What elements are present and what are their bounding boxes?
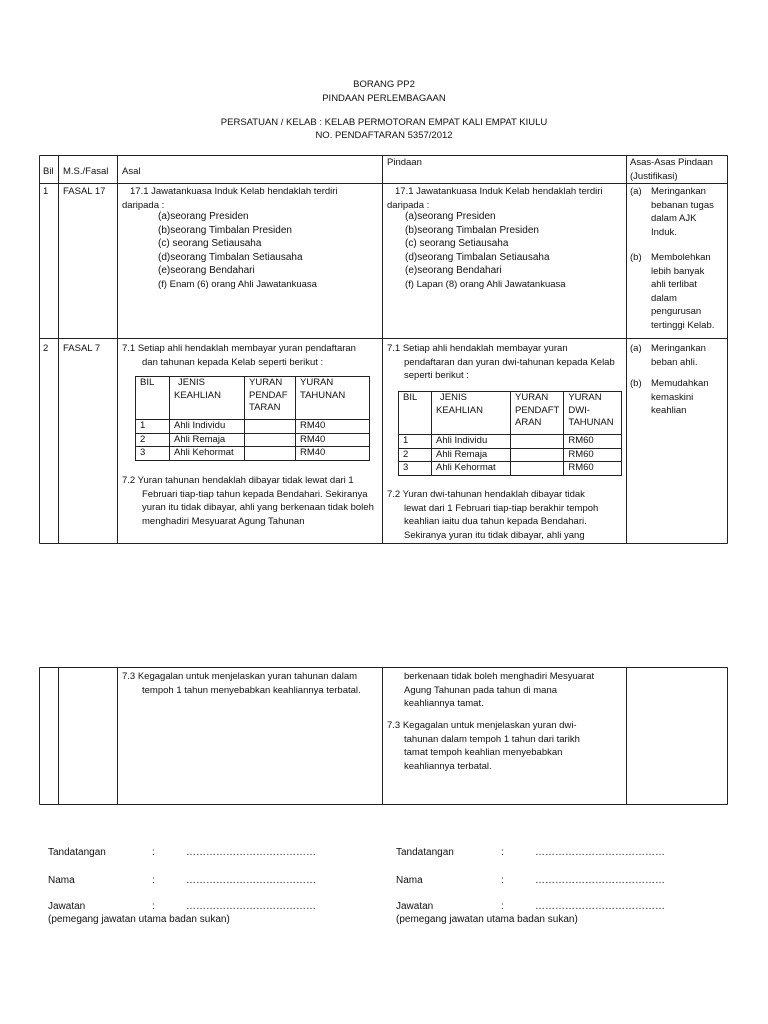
table-header: YURAN TAHUNAN [296,377,370,420]
table-header: JENIS KEAHLIAN [432,392,511,435]
row1-asal-list [158,210,317,291]
col-header-fasal: M.S./Fasal [63,166,109,177]
table-row: 3 Ahli Kehormat RM60 [399,462,622,476]
table-header: BIL [136,377,170,420]
registration-number: NO. PENDAFTARAN 5357/2012 [315,130,453,141]
table-row: 3 Ahli Kehormat RM40 [136,447,370,461]
list-item: (d)seorang Timbalan Setiausaha [405,251,550,263]
list-item: (a)seorang Presiden [405,211,496,222]
sig-label: Jawatan [396,901,434,912]
table-header: BIL [399,392,432,435]
sig-label: Nama [396,875,423,886]
asal-fee-table [135,376,370,461]
list-item: (a)seorang Presiden [158,211,249,222]
sig-label: Jawatan [48,901,86,912]
sig-dotted-line: ………………………………… [535,901,665,912]
list-item: (b)seorang Timbalan Presiden [405,224,539,236]
table-row: 1 Ahli Individu RM60 [399,435,622,449]
row2-pindaan-7-2: 7.2 Yuran dwi-tahunan hendaklah dibayar tidak lewat dari 1 Februari tiap-tiap berakhir tempoh keahlian iaitu dua tahun kepada Bendahari. Sekiranya yuran itu tidak dibayar, ahli yang [387,489,599,541]
sig-dotted-line: ………………………………… [186,901,316,912]
list-item: (c) seorang Setiausaha [158,238,262,249]
cont-pindaan: berkenaan tidak boleh menghadiri Mesyuarat Agung Tahunan pada tahun di mana keahliannya tamat. [404,671,595,709]
row1-pindaan-intro: 17.1 Jawatankuasa Induk Kelab hendaklah terdiri daripada : [387,186,603,211]
row1-pindaan-list [405,210,566,291]
table-row: 2 Ahli Remaja RM40 [136,433,370,447]
col-header-justification: Asas-Asas Pindaan (Justifikasi) [630,157,713,182]
row2-pindaan-7-1: 7.1 Setiap ahli hendaklah membayar yuran pendaftaran dan yuran dwi-tahunan kepada Kelab seperti berikut : [387,343,615,381]
col-header-asal: Asal [122,166,141,177]
list-item: (f) Lapan (8) orang Ahli Jawatankuasa [405,278,566,290]
association-name: PERSATUAN / KELAB : KELAB PERMOTORAN EMPAT KALI EMPAT KIULU [220,117,548,128]
sig-label: Tandatangan [48,847,106,858]
list-item: (d)seorang Timbalan Setiausaha [158,251,303,263]
list-item: (b)seorang Timbalan Presiden [158,224,292,236]
row1-bil: 1 [43,186,49,197]
cont-asal-7-3: 7.3 Kegagalan untuk menjelaskan yuran tahunan dalam tempoh 1 tahun menyebabkan keahliannya terbatal. [122,671,361,696]
cont-pindaan-7-3: 7.3 Kegagalan untuk menjelaskan yuran dwi- tahunan dalam tempoh 1 tahun dari tarikh tamat tempoh keahlian menyebabkan keahliannya terbatal. [387,720,580,772]
table-header: YURAN DWI- TAHUNAN [564,392,622,435]
row1-fasal: FASAL 17 [63,186,106,197]
sig-dotted-line: ………………………………… [535,875,665,886]
table-row: 1 Ahli Individu RM40 [136,420,370,434]
pindaan-fee-table [398,391,622,476]
row2-bil: 2 [43,343,49,354]
row1-asal-intro: 17.1 Jawatankuasa Induk Kelab hendaklah terdiri daripada : [122,186,338,211]
sig-label: Tandatangan [396,847,454,858]
row2-asal-7-1: 7.1 Setiap ahli hendaklah membayar yuran pendaftaran dan tahunan kepada Kelab seperti berikut : [122,343,356,368]
list-item: (e)seorang Bendahari [405,265,502,276]
col-header-bil: Bil [43,166,54,177]
list-item: (c) seorang Setiausaha [405,238,509,249]
row1-justification: (a) Meringankan bebanan tugas dalam AJK Induk. (b) Membolehkan lebih banyak ahli terlibat dalam pengurusan tertinggi Kelab. [630,186,715,331]
form-code: BORANG PP2 [353,79,415,90]
list-item: (e)seorang Bendahari [158,265,255,276]
row2-justification: (a) Meringankan beban ahli. (b) Memudahkan kemaskini keahlian [630,343,709,416]
table-header: YURAN PENDAF TARAN [245,377,296,420]
row2-asal-7-2: 7.2 Yuran tahunan hendaklah dibayar tidak lewat dari 1 Februari tiap-tiap tahun kepada Bendahari. Sekiranya yuran itu tidak dibayar, ahli yang berkenaan tidak boleh menghadiri Mesyuarat Agung Tahunan [122,475,374,527]
sig-dotted-line: ………………………………… [535,847,665,858]
form-title: PINDAAN PERLEMBAGAAN [322,93,446,104]
sig-dotted-line: ………………………………… [186,847,316,858]
table-row: 2 Ahli Remaja RM60 [399,448,622,462]
sig-label: Nama [48,875,75,886]
col-header-pindaan: Pindaan [387,157,422,168]
sig-dotted-line: ………………………………… [186,875,316,886]
table-header: JENIS KEAHLIAN [170,377,245,420]
row2-fasal: FASAL 7 [63,343,101,354]
list-item: (f) Enam (6) orang Ahli Jawatankuasa [158,278,317,290]
table-header: YURAN PENDAFT ARAN [511,392,564,435]
